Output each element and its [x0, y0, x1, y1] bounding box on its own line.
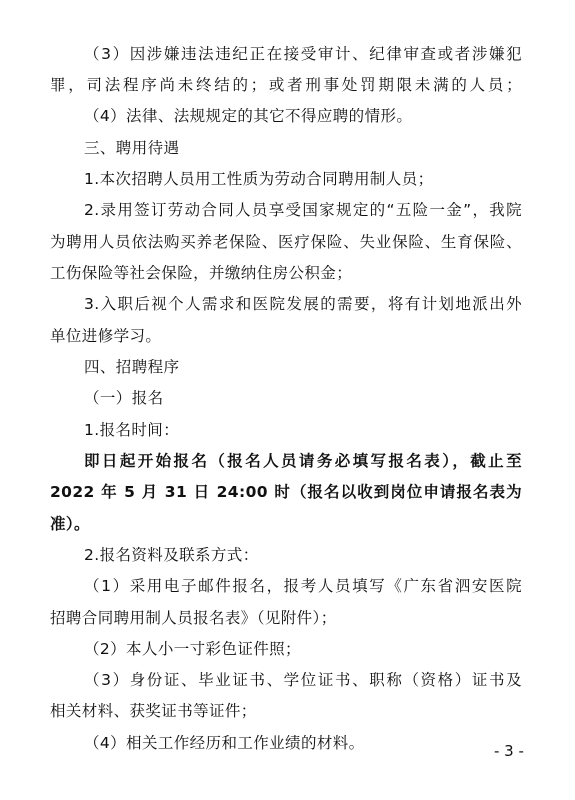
paragraph-line: 招聘合同聘用制人员报名表》（见附件）；	[50, 609, 337, 627]
paragraph-line: （4）相关工作经历和工作业绩的材料。	[84, 734, 365, 752]
section-heading: 四、招聘程序	[84, 358, 180, 376]
deadline-notice-line: 即日起开始报名（报名人员请务必填写报名表），截止至	[84, 452, 522, 470]
paragraph-line: 2.录用签订劳动合同人员享受国家规定的“五险一金”，我院	[84, 201, 522, 219]
paragraph-line: （1）采用电子邮件报名，报考人员填写《广东省泗安医院	[84, 577, 522, 595]
paragraph-line: 相关材料、获奖证书等证件；	[50, 702, 257, 720]
paragraph-line: 罪，司法程序尚未终结的；或者刑事处罚期限未满的人员；	[50, 76, 522, 94]
paragraph-line: 为聘用人员依法购买养老保险、医疗保险、失业保险、生育保险、	[50, 233, 522, 251]
deadline-notice-line: 准）。	[50, 515, 90, 533]
paragraph-line: （3）因涉嫌违法违纪正在接受审计、纪律审查或者涉嫌犯	[84, 45, 522, 63]
deadline-notice-line: 2022 年 5 月 31 日 24:00 时（报名以收到岗位申请报名表为	[50, 483, 522, 501]
page-number: - 3 -	[494, 742, 524, 760]
paragraph-line: 工伤保险等社会保险，并缴纳住房公积金；	[50, 264, 353, 282]
section-heading: 三、聘用待遇	[84, 139, 180, 157]
paragraph-line: 3.入职后视个人需求和医院发展的需要，将有计划地派出外	[84, 295, 522, 313]
paragraph-line: （3）身份证、毕业证书、学位证书、职称（资格）证书及	[84, 671, 522, 689]
paragraph-line: （2）本人小一寸彩色证件照；	[84, 640, 301, 658]
paragraph-line: 1.报名时间：	[84, 421, 180, 439]
paragraph-line: 1.本次招聘人员用工性质为劳动合同聘用制人员；	[84, 170, 434, 188]
subsection-heading: （一）报名	[84, 389, 164, 407]
paragraph-line: 2.报名资料及联系方式：	[84, 546, 259, 564]
paragraph-line: 单位进修学习。	[50, 327, 162, 345]
paragraph-line: （4）法律、法规规定的其它不得应聘的情形。	[84, 107, 413, 125]
